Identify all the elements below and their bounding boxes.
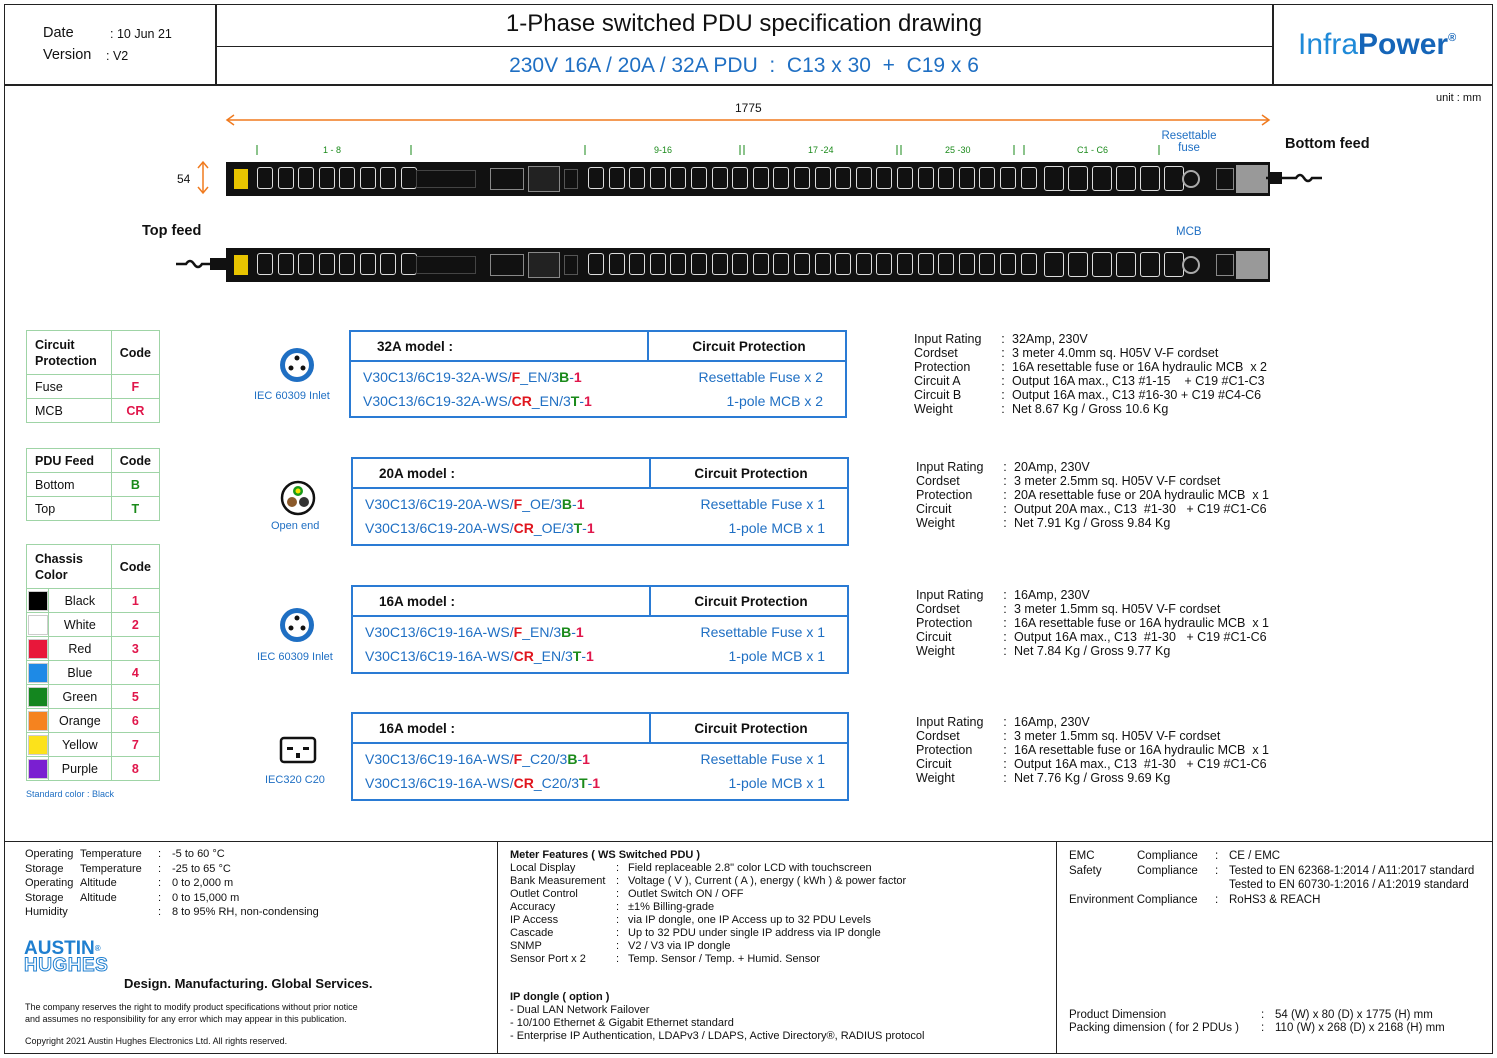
pdu-info-panel <box>416 170 476 188</box>
power-indicator <box>1216 254 1234 276</box>
date-value: : 10 Jun 21 <box>110 27 172 41</box>
c13-outlet <box>380 253 396 275</box>
c13-outlet <box>278 253 294 275</box>
inlet-label: IEC320 C20 <box>265 774 325 786</box>
chassis-color-row: White 2 <box>27 613 160 637</box>
c13-outlet <box>588 253 604 275</box>
spec-row: Cordset : 3 meter 1.5mm sq. H05V V-F cordset <box>916 729 1221 743</box>
spec-row: Weight : Net 8.67 Kg / Gross 10.6 Kg <box>914 402 1169 416</box>
group-label: 1 - 8 <box>323 145 342 155</box>
model-box <box>351 457 849 546</box>
c13-outlet <box>1000 167 1016 189</box>
meter-row: SNMP : V2 / V3 via IP dongle <box>510 940 731 952</box>
open-end-icon <box>280 480 316 516</box>
top-cord-icon <box>174 254 228 274</box>
c19-outlet <box>1068 252 1088 277</box>
c13-outlet <box>918 253 934 275</box>
meter-row: Sensor Port x 2 : Temp. Sensor / Temp. + Humid. Sensor <box>510 953 821 965</box>
protection-value: 1-pole MCB x 2 <box>726 393 823 409</box>
spec-row: Circuit : Output 16A max., C13 #1-30 + C19 #C1-C6 <box>916 630 1267 644</box>
unit-label: unit : mm <box>1436 92 1482 104</box>
group-label: C1 - C6 <box>1077 145 1109 155</box>
circuit-protection-table: Circuit Protection Code Fuse F MCB CR <box>26 330 160 423</box>
c19-outlet <box>1140 252 1160 277</box>
chassis-color-table: Chassis Color Code Black 1 White 2 Red 3 Blue 4 Green 5 Orange 6 Yellow 7 Purple 8 <box>26 544 160 781</box>
model-code: V30C13/6C19-16A-WS/CR_C20/3T-1 <box>365 775 601 791</box>
c13-outlet <box>773 253 789 275</box>
protection-header: Circuit Protection <box>692 339 806 354</box>
infrapower-logo: InfraPower® <box>1298 28 1457 61</box>
model-code: V30C13/6C19-32A-WS/CR_EN/3T-1 <box>363 393 592 409</box>
c13-outlet <box>959 167 975 189</box>
c13-outlet <box>732 167 748 189</box>
c13-outlet <box>938 167 954 189</box>
c13-outlet <box>876 253 892 275</box>
height-value: 54 <box>177 172 191 186</box>
version-label: Version <box>43 47 92 63</box>
color-swatch <box>28 615 48 635</box>
dongle-title: IP dongle ( option ) <box>510 991 610 1003</box>
c13-outlet <box>1021 253 1037 275</box>
c13-outlet <box>938 253 954 275</box>
c13-outlet <box>339 167 355 189</box>
spec-row: Circuit : Output 16A max., C13 #1-30 + C19 #C1-C6 <box>916 757 1267 771</box>
c13-outlet <box>650 167 666 189</box>
c13-outlet <box>298 167 314 189</box>
input-rating-specs <box>916 715 1269 785</box>
chassis-color-row: Blue 4 <box>27 661 160 685</box>
meter-row: Outlet Control : Outlet Switch ON / OFF <box>510 888 744 900</box>
breaker <box>1182 256 1200 274</box>
c13-outlet <box>1000 253 1016 275</box>
c19-outlet <box>1044 166 1064 191</box>
model-title: 20A model : <box>379 466 456 481</box>
c13-outlet <box>609 253 625 275</box>
c13-outlet <box>650 253 666 275</box>
spec-row: Circuit : Output 20A max., C13 #1-30 + C19 #C1-C6 <box>916 502 1267 516</box>
pdu-bottom-feed <box>226 162 1270 196</box>
model-code: V30C13/6C19-16A-WS/CR_EN/3T-1 <box>365 648 594 664</box>
input-rating-specs <box>916 460 1269 530</box>
env-row: Operating Temperature : -5 to 60 °C <box>25 848 225 860</box>
c13-outlet <box>278 167 294 189</box>
c13-outlet <box>815 167 831 189</box>
chassis-color-row: Orange 6 <box>27 709 160 733</box>
spec-row: Input Rating : 32Amp, 230V <box>914 332 1088 346</box>
chassis-color-row: Green 5 <box>27 685 160 709</box>
c13-outlet <box>319 253 335 275</box>
lcd-display <box>528 166 560 192</box>
c13-outlet <box>380 167 396 189</box>
bottom-feed-label: Bottom feed <box>1285 136 1370 152</box>
compliance-row: EMC Compliance : CE / EMC <box>1069 850 1281 862</box>
model-code: V30C13/6C19-16A-WS/F_C20/3B-1 <box>365 751 590 767</box>
c19-outlet <box>1092 252 1112 277</box>
c13-outlet <box>732 253 748 275</box>
c13-outlet <box>979 167 995 189</box>
c13-outlet <box>257 167 273 189</box>
c13-outlet <box>629 253 645 275</box>
pdu-top-feed <box>226 248 1270 282</box>
group-tick-marks <box>224 143 1274 157</box>
group-label: 25 -30 <box>945 145 971 155</box>
ethernet-ports <box>490 168 524 190</box>
length-value: 1775 <box>735 101 762 115</box>
chassis-color-row: Purple 8 <box>27 757 160 781</box>
c13-outlet <box>712 253 728 275</box>
mcb-label: MCB <box>1176 226 1202 238</box>
c13-outlet <box>794 253 810 275</box>
c13-outlet <box>835 253 851 275</box>
c13-outlet <box>897 253 913 275</box>
pdu-end-cap <box>1236 165 1268 193</box>
c19-outlet <box>1116 166 1136 191</box>
c13-outlet <box>670 167 686 189</box>
c13-outlet <box>401 167 417 189</box>
lcd-display <box>528 252 560 278</box>
meter-row: IP Access : via IP dongle, one IP Access up to 32 PDU Levels <box>510 914 871 926</box>
compliance <box>1069 849 1474 907</box>
model-header <box>353 459 847 489</box>
spec-row: Protection : 16A resettable fuse or 16A hydraulic MCB x 1 <box>916 743 1269 757</box>
display-button <box>564 169 578 189</box>
top-feed-label: Top feed <box>142 223 202 239</box>
protection-header: Circuit Protection <box>694 594 808 609</box>
color-swatch <box>28 591 48 611</box>
protection-value: 1-pole MCB x 1 <box>728 648 825 664</box>
model-box <box>349 330 847 418</box>
version-value: : V2 <box>106 49 129 63</box>
height-dimension <box>195 160 211 196</box>
page-title: 1-Phase switched PDU specification drawing <box>505 10 983 37</box>
color-swatch <box>28 735 48 755</box>
pdu-label-sticker <box>234 169 248 189</box>
spec-row: Circuit A : Output 16A max., C13 #1-15 + C19 #C1-C3 <box>914 374 1265 388</box>
pdu-end-cap <box>1236 251 1268 279</box>
display-button <box>564 255 578 275</box>
spec-row: Input Rating : 16Amp, 230V <box>916 715 1090 729</box>
c13-outlet <box>876 167 892 189</box>
group-label: 9-16 <box>654 145 673 155</box>
spec-row: Weight : Net 7.84 Kg / Gross 9.77 Kg <box>916 644 1171 658</box>
compliance-row: Tested to EN 60730-1:2016 / A1:2019 standard <box>1229 879 1469 891</box>
c13-outlet <box>712 167 728 189</box>
c13-outlet <box>670 253 686 275</box>
color-swatch <box>28 759 48 779</box>
chassis-color-row: Red 3 <box>27 637 160 661</box>
standard-color-note: Standard color : Black <box>26 789 115 799</box>
c13-outlet <box>897 167 913 189</box>
protection-value: Resettable Fuse x 1 <box>700 751 825 767</box>
c13-outlet <box>794 167 810 189</box>
env-row: Humidity : 8 to 95% RH, non-condensing <box>25 906 319 918</box>
model-header <box>353 587 847 617</box>
c13-outlet <box>856 167 872 189</box>
c19-outlet <box>1116 252 1136 277</box>
spec-row: Protection : 16A resettable fuse or 16A hydraulic MCB x 2 <box>914 360 1267 374</box>
dimensions: Product Dimension : 54 (W) x 80 (D) x 1775 (H) mm Packing dimension ( for 2 PDUs ) : 110 (W) x 268 (D) x 2168 (H) mm <box>1069 1009 1445 1034</box>
spec-row: Cordset : 3 meter 4.0mm sq. H05V V-F cordset <box>914 346 1219 360</box>
c13-outlet <box>691 167 707 189</box>
dongle-row: - 10/100 Ethernet & Gigabit Ethernet standard <box>510 1017 734 1029</box>
meter-row: Accuracy : ±1% Billing-grade <box>510 901 715 913</box>
resettable-fuse-label: Resettable fuse <box>1161 130 1217 154</box>
protection-value: 1-pole MCB x 1 <box>728 775 825 791</box>
ethernet-ports <box>490 254 524 276</box>
company-tagline: Design. Manufacturing. Global Services. <box>124 976 373 991</box>
spec-row: Cordset : 3 meter 1.5mm sq. H05V V-F cordset <box>916 602 1221 616</box>
c13-outlet <box>629 167 645 189</box>
c13-outlet <box>298 253 314 275</box>
protection-header: Circuit Protection <box>694 466 808 481</box>
power-indicator <box>1216 168 1234 190</box>
environment-specs <box>25 848 319 921</box>
meter-row: Cascade : Up to 32 PDU under single IP address via IP dongle <box>510 927 881 939</box>
spec-row: Input Rating : 20Amp, 230V <box>916 460 1090 474</box>
page-subtitle: 230V 16A / 20A / 32A PDU : C13 x 30 + C19 x 6 <box>509 54 979 77</box>
c13-outlet <box>257 253 273 275</box>
model-code: V30C13/6C19-20A-WS/F_OE/3B-1 <box>365 496 585 512</box>
dongle-row: - Dual LAN Network Failover <box>510 1004 650 1016</box>
color-swatch <box>28 687 48 707</box>
c19-outlet <box>1068 166 1088 191</box>
c19-outlet <box>1092 166 1112 191</box>
iec-60309-inlet-icon <box>278 346 316 384</box>
spec-row: Input Rating : 16Amp, 230V <box>916 588 1090 602</box>
c13-outlet <box>319 167 335 189</box>
c13-outlet <box>835 167 851 189</box>
inlet-label: Open end <box>271 520 320 532</box>
spec-row: Weight : Net 7.91 Kg / Gross 9.84 Kg <box>916 516 1171 530</box>
spec-row: Protection : 16A resettable fuse or 16A hydraulic MCB x 1 <box>916 616 1269 630</box>
c13-outlet <box>339 253 355 275</box>
iec320-c20-icon <box>279 736 317 764</box>
model-header <box>351 332 845 362</box>
meter-title: Meter Features ( WS Switched PDU ) <box>510 849 701 861</box>
c13-outlet <box>360 253 376 275</box>
c13-outlet <box>753 253 769 275</box>
inlet-label: IEC 60309 Inlet <box>257 651 333 663</box>
chassis-color-row: Black 1 <box>27 589 160 613</box>
iec-60309-inlet-icon <box>278 606 316 644</box>
chassis-color-row: Yellow 7 <box>27 733 160 757</box>
inlet-label: IEC 60309 Inlet <box>254 390 330 402</box>
c13-outlet <box>918 167 934 189</box>
spec-row: Circuit B : Output 16A max., C13 #16-30 + C19 #C4-C6 <box>914 388 1262 402</box>
model-code: V30C13/6C19-32A-WS/F_EN/3B-1 <box>363 369 582 385</box>
protection-value: 1-pole MCB x 1 <box>728 520 825 536</box>
pdu-feed-table: PDU Feed Code Bottom B Top T <box>26 448 160 521</box>
model-title: 32A model : <box>377 339 454 354</box>
compliance-row: Safety Compliance : Tested to EN 62368-1:2014 / A11:2017 standard <box>1069 864 1475 877</box>
c13-outlet <box>856 253 872 275</box>
protection-value: Resettable Fuse x 1 <box>700 624 825 640</box>
c13-outlet <box>815 253 831 275</box>
input-rating-specs <box>916 588 1269 658</box>
model-header <box>353 714 847 744</box>
compliance-row: Environment Compliance : RoHS3 & REACH <box>1069 893 1321 906</box>
env-row: Storage Altitude : 0 to 15,000 m <box>25 891 240 904</box>
model-code: V30C13/6C19-20A-WS/CR_OE/3T-1 <box>365 520 595 536</box>
env-row: Operating Altitude : 0 to 2,000 m <box>25 877 234 889</box>
meter-row: Bank Measurement : Voltage ( V ), Current ( A ), energy ( kWh ) & power factor <box>510 875 907 887</box>
protection-value: Resettable Fuse x 1 <box>700 496 825 512</box>
c13-outlet <box>691 253 707 275</box>
spec-row: Protection : 20A resettable fuse or 20A hydraulic MCB x 1 <box>916 488 1269 502</box>
bottom-cord-icon <box>1266 168 1324 188</box>
env-row: Storage Temperature : -25 to 65 °C <box>25 862 231 875</box>
c13-outlet <box>773 167 789 189</box>
protection-header: Circuit Protection <box>694 721 808 736</box>
c13-outlet <box>401 253 417 275</box>
model-title: 16A model : <box>379 594 456 609</box>
c19-outlet <box>1164 166 1184 191</box>
color-swatch <box>28 663 48 683</box>
c13-outlet <box>979 253 995 275</box>
model-title: 16A model : <box>379 721 456 736</box>
c13-outlet <box>588 167 604 189</box>
c13-outlet <box>1021 167 1037 189</box>
c19-outlet <box>1044 252 1064 277</box>
c13-outlet <box>753 167 769 189</box>
copyright: Copyright 2021 Austin Hughes Electronics Ltd. All rights reserved. <box>25 1036 288 1046</box>
pdu-label-sticker <box>234 255 248 275</box>
meter-features <box>510 849 924 1043</box>
model-box <box>351 585 849 674</box>
c13-outlet <box>959 253 975 275</box>
c19-outlet <box>1140 166 1160 191</box>
pdu-info-panel <box>416 256 476 274</box>
color-swatch <box>28 711 48 731</box>
group-label: 17 -24 <box>808 145 834 155</box>
model-code: V30C13/6C19-16A-WS/F_EN/3B-1 <box>365 624 584 640</box>
spec-row: Cordset : 3 meter 2.5mm sq. H05V V-F cordset <box>916 474 1221 488</box>
breaker <box>1182 170 1200 188</box>
model-box <box>351 712 849 801</box>
date-label: Date <box>43 25 74 41</box>
input-rating-specs <box>914 332 1267 416</box>
c13-outlet <box>360 167 376 189</box>
austin-hughes-logo: AUSTIN® HUGHES <box>24 938 109 976</box>
color-swatch <box>28 639 48 659</box>
c13-outlet <box>609 167 625 189</box>
protection-value: Resettable Fuse x 2 <box>698 369 823 385</box>
disclaimer: The company reserves the right to modify product specifications without prior notice and assumes no responsibility for any error which may appear in this publication. <box>25 1002 358 1024</box>
meter-row: Local Display : Field replaceable 2.8" color LCD with touchscreen <box>510 862 872 874</box>
c19-outlet <box>1164 252 1184 277</box>
dongle-row: - Enterprise IP Authentication, LDAPv3 / LDAPS, Active Directory®, RADIUS protocol <box>510 1030 925 1042</box>
spec-row: Weight : Net 7.76 Kg / Gross 9.69 Kg <box>916 771 1171 785</box>
